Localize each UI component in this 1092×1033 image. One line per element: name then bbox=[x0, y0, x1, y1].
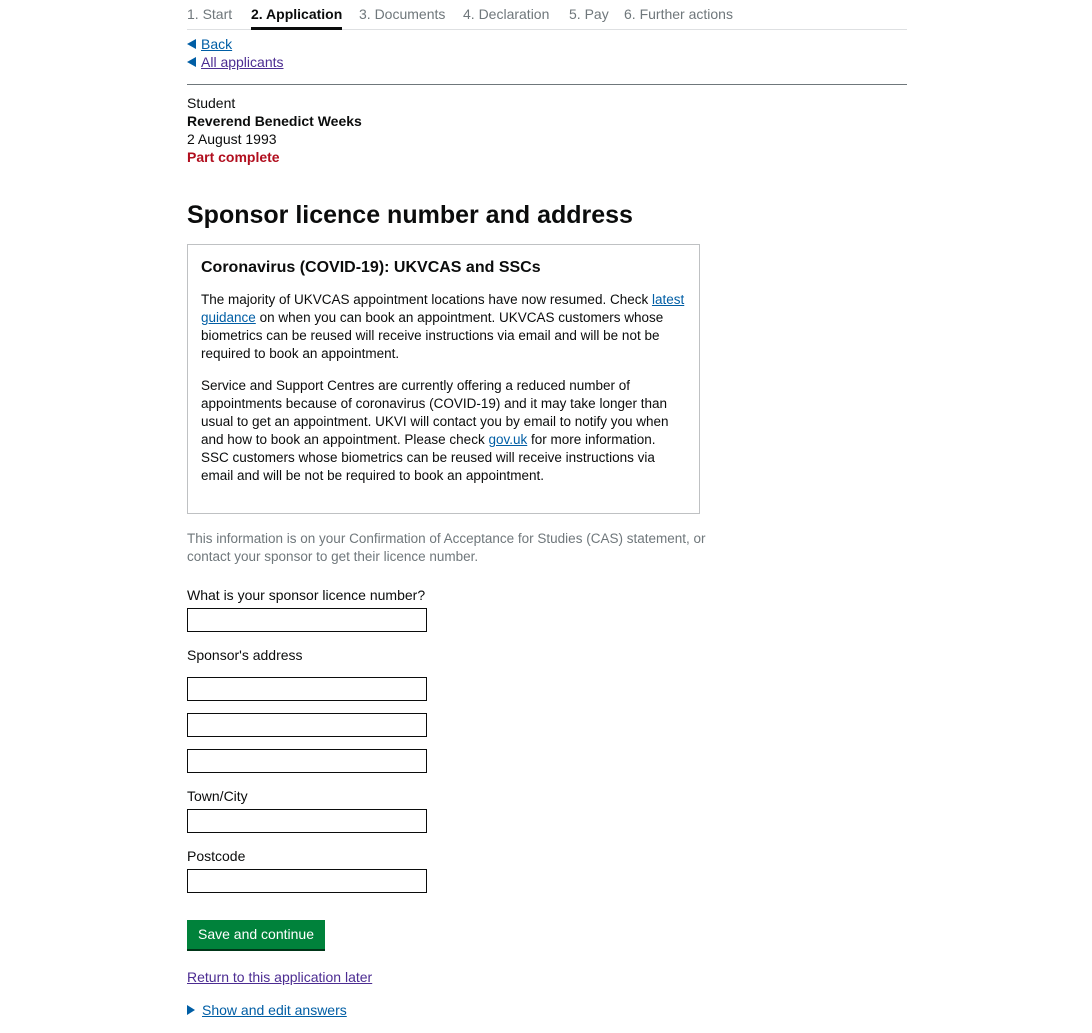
notice-paragraph-1: The majority of UKVCAS appointment locations have now resumed. Check latest guidance on when you can book an appointment. UKVCAS customers whose biometrics can be reused will receive instructions via email and will be not be required to book an appointment. bbox=[201, 292, 685, 361]
save-and-continue-button[interactable]: Save and continue bbox=[187, 920, 325, 949]
sponsor-address-label: Sponsor's address bbox=[187, 647, 303, 663]
cas-hint: This information is on your Confirmation of Acceptance for Studies (CAS) statement, or contact your sponsor to get their licence number. bbox=[187, 531, 706, 564]
step-further-actions[interactable]: 6. Further actions bbox=[624, 6, 733, 22]
all-applicants-label: All applicants bbox=[201, 54, 284, 70]
notice-heading: Coronavirus (COVID-19): UKVCAS and SSCs bbox=[201, 259, 541, 276]
step-start[interactable]: 1. Start bbox=[187, 6, 233, 22]
licence-number-label: What is your sponsor licence number? bbox=[187, 587, 426, 603]
latest-guidance-link[interactable]: latest guidance bbox=[201, 292, 685, 325]
applicant-type: Student bbox=[187, 95, 236, 111]
covid-notice bbox=[187, 244, 700, 514]
step-documents[interactable]: 3. Documents bbox=[359, 6, 446, 22]
postcode-input[interactable] bbox=[187, 869, 427, 893]
step-application[interactable]: 2. Application bbox=[251, 6, 342, 30]
licence-number-input[interactable] bbox=[187, 608, 427, 632]
show-edit-answers-toggle[interactable] bbox=[187, 1002, 347, 1018]
section-divider bbox=[187, 84, 907, 85]
address-line-2-input[interactable] bbox=[187, 713, 427, 737]
notice-paragraph-2: Service and Support Centres are currently offering a reduced number of appointments because of coronavirus (COVID-19) and it may take longer than usual to get an appointment. UKVI will contact you by email to notify you when and how to book an appointment. Please check gov.uk for more information. SSC customers whose biometrics can be reused will receive instructions via email and will be not be required to book an appointment. bbox=[201, 378, 669, 483]
back-arrow-icon bbox=[187, 57, 196, 67]
back-link[interactable] bbox=[187, 36, 232, 52]
page-title: Sponsor licence number and address bbox=[187, 201, 633, 229]
address-line-3-input[interactable] bbox=[187, 749, 427, 773]
applicant-dob: 2 August 1993 bbox=[187, 131, 277, 147]
caret-right-icon bbox=[187, 1005, 195, 1015]
step-declaration[interactable]: 4. Declaration bbox=[463, 6, 550, 22]
gov-uk-link[interactable]: gov.uk bbox=[488, 432, 528, 447]
application-status: Part complete bbox=[187, 149, 280, 165]
address-line-1-input[interactable] bbox=[187, 677, 427, 701]
back-link-label: Back bbox=[201, 36, 233, 52]
applicant-name: Reverend Benedict Weeks bbox=[187, 113, 362, 129]
all-applicants-link[interactable] bbox=[187, 54, 284, 70]
step-pay[interactable]: 5. Pay bbox=[569, 6, 609, 22]
show-edit-answers-label: Show and edit answers bbox=[202, 1002, 347, 1018]
town-city-input[interactable] bbox=[187, 809, 427, 833]
return-later-link[interactable]: Return to this application later bbox=[187, 969, 373, 985]
back-arrow-icon bbox=[187, 39, 196, 49]
applicant-summary bbox=[187, 94, 362, 166]
town-city-label: Town/City bbox=[187, 788, 248, 804]
step-navigation bbox=[187, 0, 907, 30]
postcode-label: Postcode bbox=[187, 848, 246, 864]
